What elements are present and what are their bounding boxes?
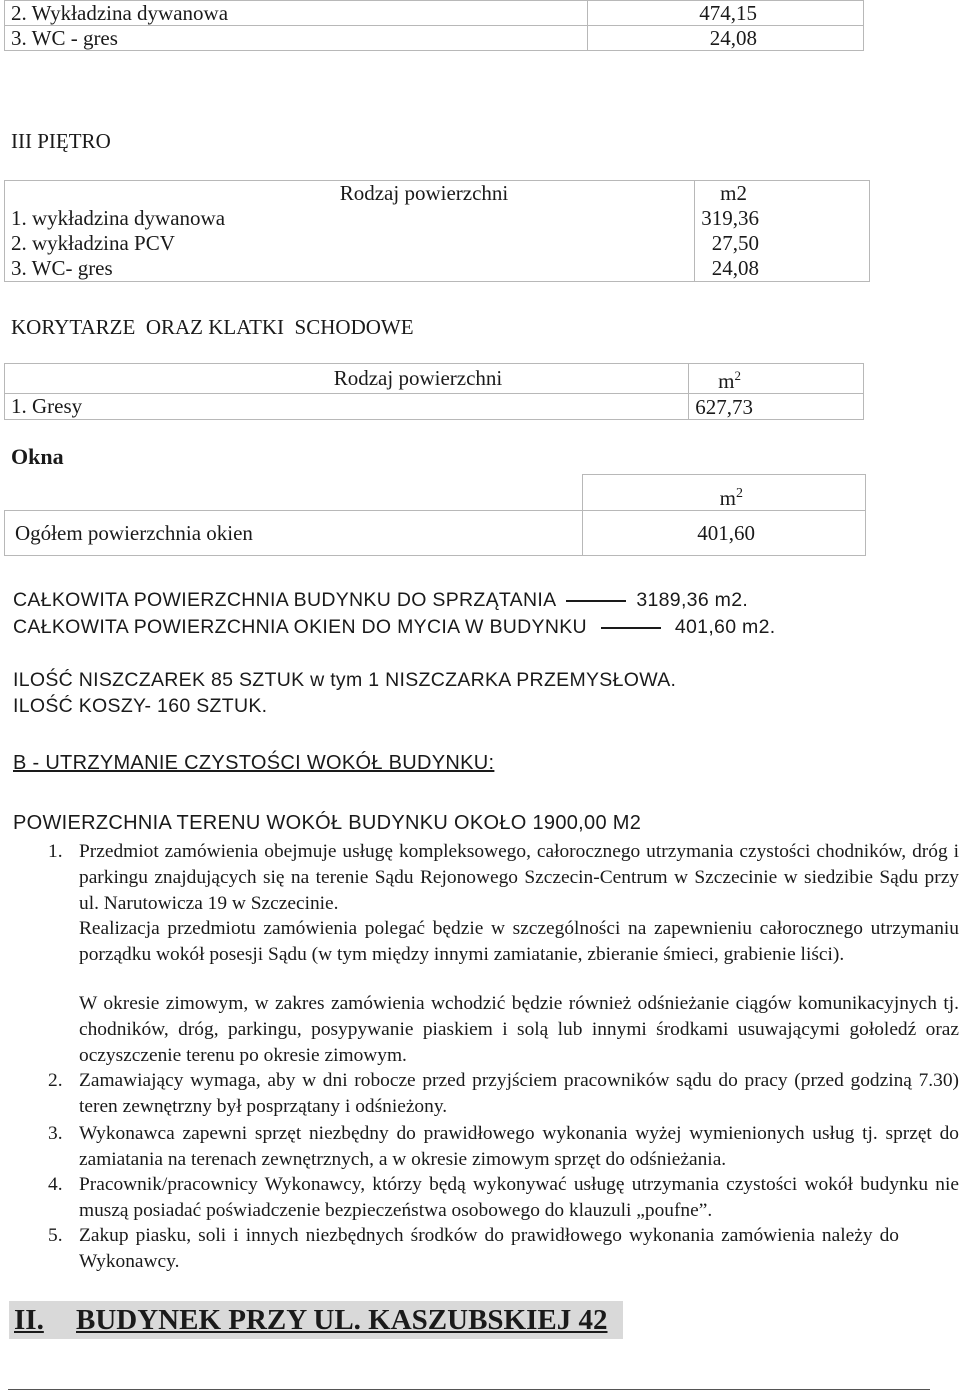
item-paragraph: Wykonawca zapewni sprzęt niezbędny do prawidłowego wykonania wyżej wymienionych usług tj. sprzęt do zamiatania na terenach zewnętrznych, a w okresie zimowym sprzęt do odśnieżania. [79,1123,959,1170]
header-unit [582,475,866,511]
total-building-text: CAŁKOWITA POWIERZCHNIA BUDYNKU DO SPRZĄTANIA [13,589,557,611]
unit-text: m [718,369,735,393]
windows-table [4,474,866,556]
item-paragraph: Przedmiot zamówienia obejmuje usługę kompleksowego, całorocznego utrzymania czystości chodników, dróg i parkingu znajdujących się na terenie Sądu Rejonowego Szczecin-Centrum w Szczecinie w siedzibie Sądu przy ul. Narutowicza 19 w Szczecinie. [79,841,959,914]
row-value: 627,73 [689,394,864,420]
total-building-value: 3189,36 m2. [636,589,749,611]
header-unit: m2 [695,181,870,206]
dash-line [566,600,626,602]
header-label: Rodzaj powierzchni [5,181,695,206]
section-ii-title: BUDYNEK PRZY UL. KASZUBSKIEJ 42 [76,1304,608,1336]
shredders-count: ILOŚĆ NISZCZAREK 85 SZTUK w tym 1 NISZCZARKA PRZEMYSŁOWA. [13,669,677,691]
item-number: 4. [48,1174,63,1195]
total-window-area [13,616,775,639]
item-number: 2. [48,1070,63,1091]
corridors-title: KORYTARZE ORAZ KLATKI SCHODOWE [11,315,414,339]
table-row [5,205,870,231]
bottom-rule [8,1389,930,1390]
row-value: 474,15 [588,1,864,26]
row-value: 319,36 [695,205,870,231]
floor3-title: III PIĘTRO [11,129,111,153]
row-value: 401,60 [582,511,866,556]
row-value: 24,08 [588,26,864,51]
item-paragraph: Zamawiający wymaga, aby w dni robocze przed przyjściem pracowników sądu do pracy (przed godziną 7.30) teren zewnętrzny był posprzątany i odśnieżony. [79,1070,959,1117]
item-number: 5. [48,1225,63,1246]
row-value: 24,08 [695,255,870,282]
top-area-table [4,0,864,51]
row-label: 2. wykładzina PCV [5,231,695,255]
item-paragraph: Zakup piasku, soli i innych niezbędnych środków do prawidłowego wykonania zamówienia należy do Wykonawcy. [79,1225,899,1272]
windows-title: Okna [11,444,64,469]
section-b-title: B - UTRZYMANIE CZYSTOŚCI WOKÓŁ BUDYNKU: [13,752,495,774]
empty-cell [5,475,583,511]
table-header-row [5,475,866,511]
dash-line [601,627,661,629]
item-number: 1. [48,841,63,862]
item-paragraph: Pracownik/pracownicy Wykonawcy, którzy będą wykonywać usługę utrzymania czystości wokół budynku nie muszą posiadać poświadczenie bezpieczeństwa osobowego do klauzuli „poufne”. [79,1174,959,1221]
floor3-table [4,180,870,282]
total-building-area [13,589,748,612]
total-window-value: 401,60 m2. [674,616,776,638]
section-ii-heading [9,1301,623,1339]
table-header-row [5,364,864,394]
row-label: 1. wykładzina dywanowa [5,205,695,231]
row-label: 2. Wykładzina dywanowa [5,1,588,26]
header-label: Rodzaj powierzchni [5,364,689,394]
total-window-text: CAŁKOWITA POWIERZCHNIA OKIEN DO MYCIA W BUDYNKU [13,616,587,638]
unit-superscript: 2 [734,368,741,383]
row-label: 3. WC- gres [5,255,695,282]
item-paragraph: Realizacja przedmiotu zamówienia polegać będzie w szczególności na zapewnieniu całorocznego utrzymaniu porządku wokół posesji Sądu (w tym między innymi zamiatanie, zbieranie śmieci, grabienie liści). [79,918,959,965]
table-row [5,1,864,26]
table-row [5,231,870,255]
table-header-row [5,181,870,206]
table-row [5,394,864,420]
item-number: 3. [48,1123,63,1144]
header-unit [689,364,864,394]
bins-count: ILOŚĆ KOSZY- 160 SZTUK. [13,695,268,717]
table-row [5,511,866,556]
item-paragraph: W okresie zimowym, w zakres zamówienia wchodzić będzie również odśnieżanie ciągów komunikacyjnych tj. chodników, dróg, parkingu, posypywanie piaskiem i solą lub innymi środkami usuwającymi gołoledź oraz oczyszczenie terenu po okresie zimowym. [79,993,959,1066]
corridors-table [4,363,864,420]
row-value: 27,50 [695,231,870,255]
table-row [5,255,870,282]
row-label: 3. WC - gres [5,26,588,51]
row-label: Ogółem powierzchnia okien [5,511,583,556]
row-label: 1. Gresy [5,394,689,420]
unit-superscript: 2 [736,486,743,501]
table-row [5,26,864,51]
section-ii-number: II. [14,1304,44,1336]
unit-text: m [719,486,736,510]
section-b-subtitle: POWIERZCHNIA TERENU WOKÓŁ BUDYNKU OKOŁO 1900,00 M2 [13,812,642,834]
